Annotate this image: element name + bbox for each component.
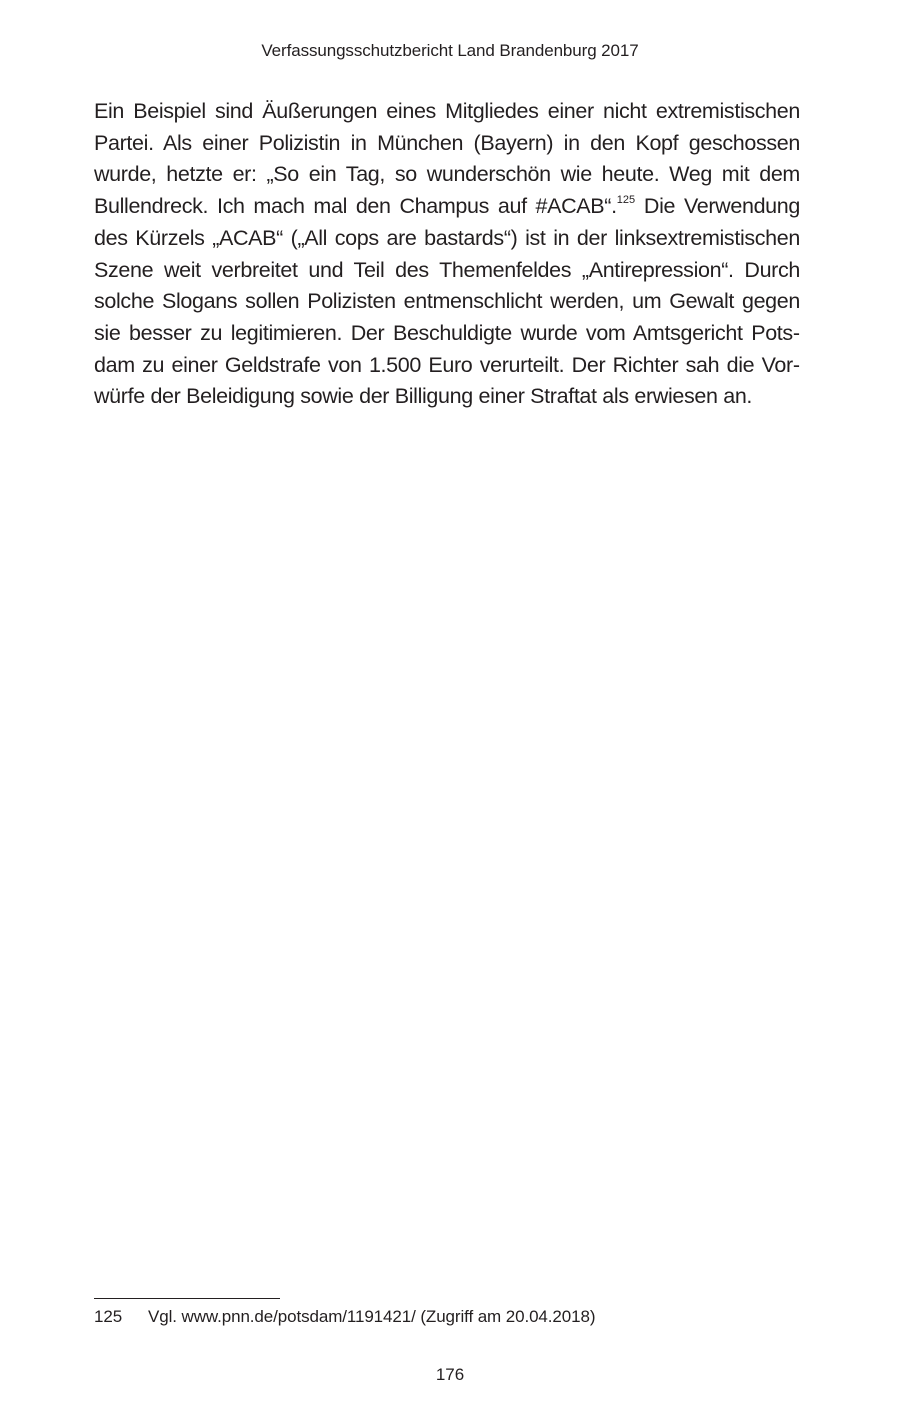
running-header: Verfassungsschutzbericht Land Brandenburg 2017 [261, 41, 639, 60]
footnote-reference: 125 [616, 193, 636, 206]
footnote-text: Vgl. www.pnn.de/potsdam/1191421/ (Zugriff am 20.04.2018) [148, 1307, 596, 1326]
body-paragraph [94, 96, 800, 413]
paragraph-text-part-2: Die Verwendung des Kürzels „ACAB“ („All cops are bastards“) ist in der linksextremistischen Szene weit verbreitet und Teil des Themenfeldes „Antirepression“. Durch solche Slogans sollen Polizisten entmenschlicht werden, um Gewalt gegen sie besser zu legitimieren. Der Beschuldigte wurde vom Amtsgericht Potsdam zu einer Geldstrafe von 1.500 Euro verurteilt. Der Richter sah die Vorwürfe der Beleidigung sowie der Billigung einer Straftat als erwiesen an. [94, 194, 801, 409]
footnote-number: 125 [94, 1307, 123, 1326]
paragraph-text-part-1: Ein Beispiel sind Äußerungen eines Mitgliedes einer nicht extremistischen Partei. Als einer Polizistin in München (Bayern) in den Kopf geschossen wurde, hetzte er: „So ein Tag, so wunderschön wie heute. Weg mit dem Bullendreck. Ich mach mal den Champus auf #ACAB“. [94, 99, 800, 219]
page-number: 176 [435, 1365, 465, 1384]
footnote-item [94, 1305, 800, 1329]
footnote-separator [94, 1298, 280, 1299]
